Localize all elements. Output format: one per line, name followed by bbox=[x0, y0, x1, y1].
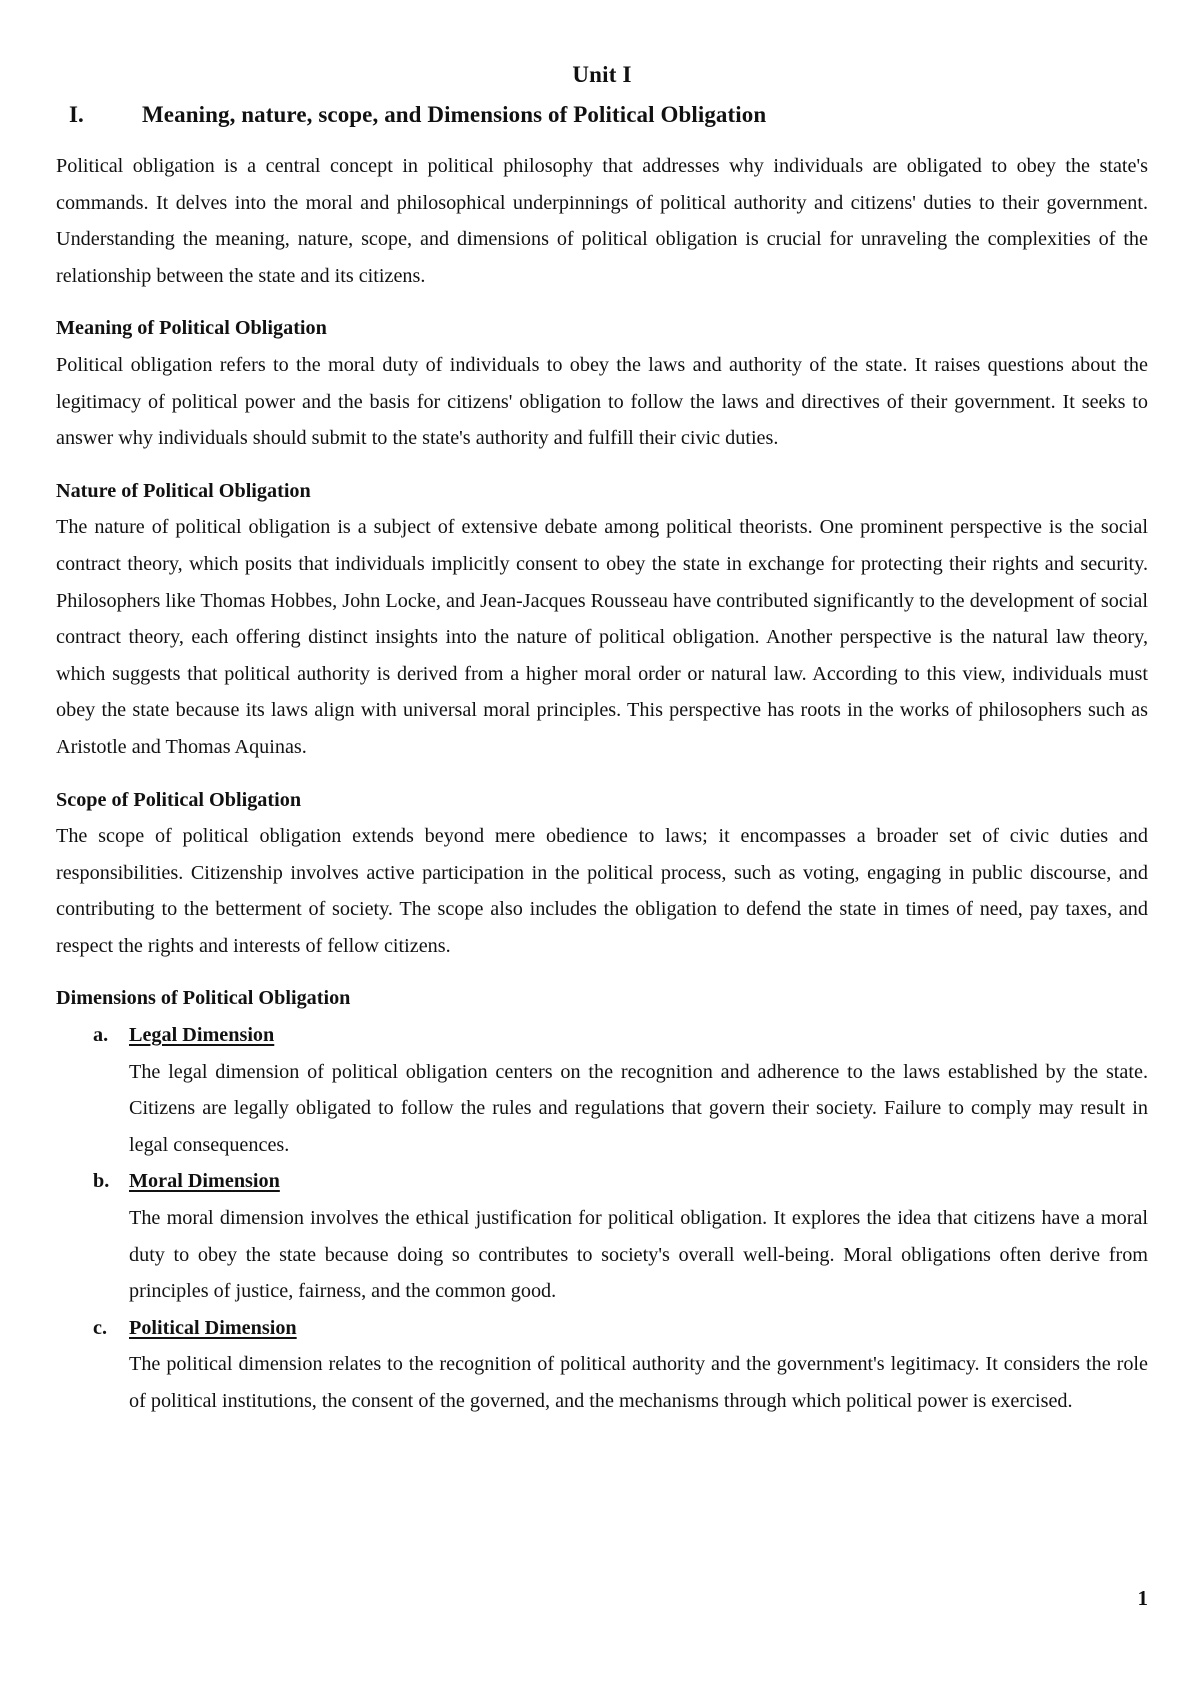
dimension-legal bbox=[56, 1017, 1148, 1163]
list-marker: c. bbox=[93, 1316, 108, 1339]
dimension-body: The legal dimension of political obligation centers on the recognition and adherence to the laws established by the state. Citizens are legally obligated to follow the rules and regulations that govern their society. Failure to comply may result in legal consequences. bbox=[129, 1060, 1148, 1156]
section-dimensions bbox=[56, 980, 1148, 1419]
dimension-title bbox=[56, 1017, 1148, 1054]
section-nature bbox=[56, 473, 1148, 766]
dimension-label: Legal Dimension bbox=[129, 1024, 275, 1047]
document-page bbox=[56, 58, 1148, 1420]
section-heading: Nature of Political Obligation bbox=[56, 479, 311, 502]
list-marker: b. bbox=[93, 1170, 110, 1193]
chapter-number: I. bbox=[69, 102, 84, 127]
section-meaning bbox=[56, 310, 1148, 456]
section-heading: Scope of Political Obligation bbox=[56, 788, 302, 811]
dimension-political bbox=[56, 1310, 1148, 1420]
dimension-title bbox=[56, 1163, 1148, 1200]
section-scope bbox=[56, 782, 1148, 965]
chapter-title: Meaning, nature, scope, and Dimensions of Political Obligation bbox=[142, 102, 767, 127]
section-body: Political obligation refers to the moral duty of individuals to obey the laws and authority of the state. It raises questions about the legitimacy of political power and the basis for citizens' obligation to follow the laws and directives of their government. It seeks to answer why individuals should submit to the state's authority and fulfill their civic duties. bbox=[56, 353, 1148, 450]
dimension-moral bbox=[56, 1163, 1148, 1309]
page-number: 1 bbox=[1137, 1586, 1148, 1610]
section-heading: Meaning of Political Obligation bbox=[56, 317, 327, 340]
section-body: The nature of political obligation is a subject of extensive debate among political theorists. One prominent perspective is the social contract theory, which posits that individuals implicitly consent to obey the state in exchange for protecting their rights and security. Philosophers like Thomas Hobbes, John Locke, and Jean-Jacques Rousseau have contributed significantly to the development of social contract theory, each offering distinct insights into the nature of political obligation. Another perspective is the natural law theory, which suggests that political authority is derived from a higher moral order or natural law. According to this view, individuals must obey the state because its laws align with universal moral principles. This perspective has roots in the works of philosophers such as Aristotle and Thomas Aquinas. bbox=[56, 516, 1148, 758]
chapter-heading bbox=[56, 96, 1148, 134]
unit-title: Unit I bbox=[572, 62, 632, 87]
dimension-body: The political dimension relates to the recognition of political authority and the government's legitimacy. It considers the role of political institutions, the consent of the governed, and the mechanisms through which political power is exercised. bbox=[129, 1353, 1148, 1412]
dimension-label: Moral Dimension bbox=[129, 1170, 280, 1193]
dimension-body: The moral dimension involves the ethical justification for political obligation. It explores the idea that citizens have a moral duty to obey the state because doing so contributes to society's overall well-being. Moral obligations often derive from principles of justice, fairness, and the common good. bbox=[129, 1207, 1148, 1303]
intro-paragraph: Political obligation is a central concept in political philosophy that addresses why individuals are obligated to obey the state's commands. It delves into the moral and philosophical underpinnings of political authority and citizens' duties to their government. Understanding the meaning, nature, scope, and dimensions of political obligation is crucial for unraveling the complexities of the relationship between the state and its citizens. bbox=[56, 155, 1148, 287]
section-body: The scope of political obligation extends beyond mere obedience to laws; it encompasses a broader set of civic duties and responsibilities. Citizenship involves active participation in the political process, such as voting, engaging in public discourse, and contributing to the betterment of society. The scope also includes the obligation to defend the state in times of need, pay taxes, and respect the rights and interests of fellow citizens. bbox=[56, 825, 1148, 957]
dimension-label: Political Dimension bbox=[129, 1316, 297, 1339]
list-marker: a. bbox=[93, 1024, 109, 1047]
section-heading: Dimensions of Political Obligation bbox=[56, 987, 351, 1010]
dimension-title bbox=[56, 1310, 1148, 1347]
